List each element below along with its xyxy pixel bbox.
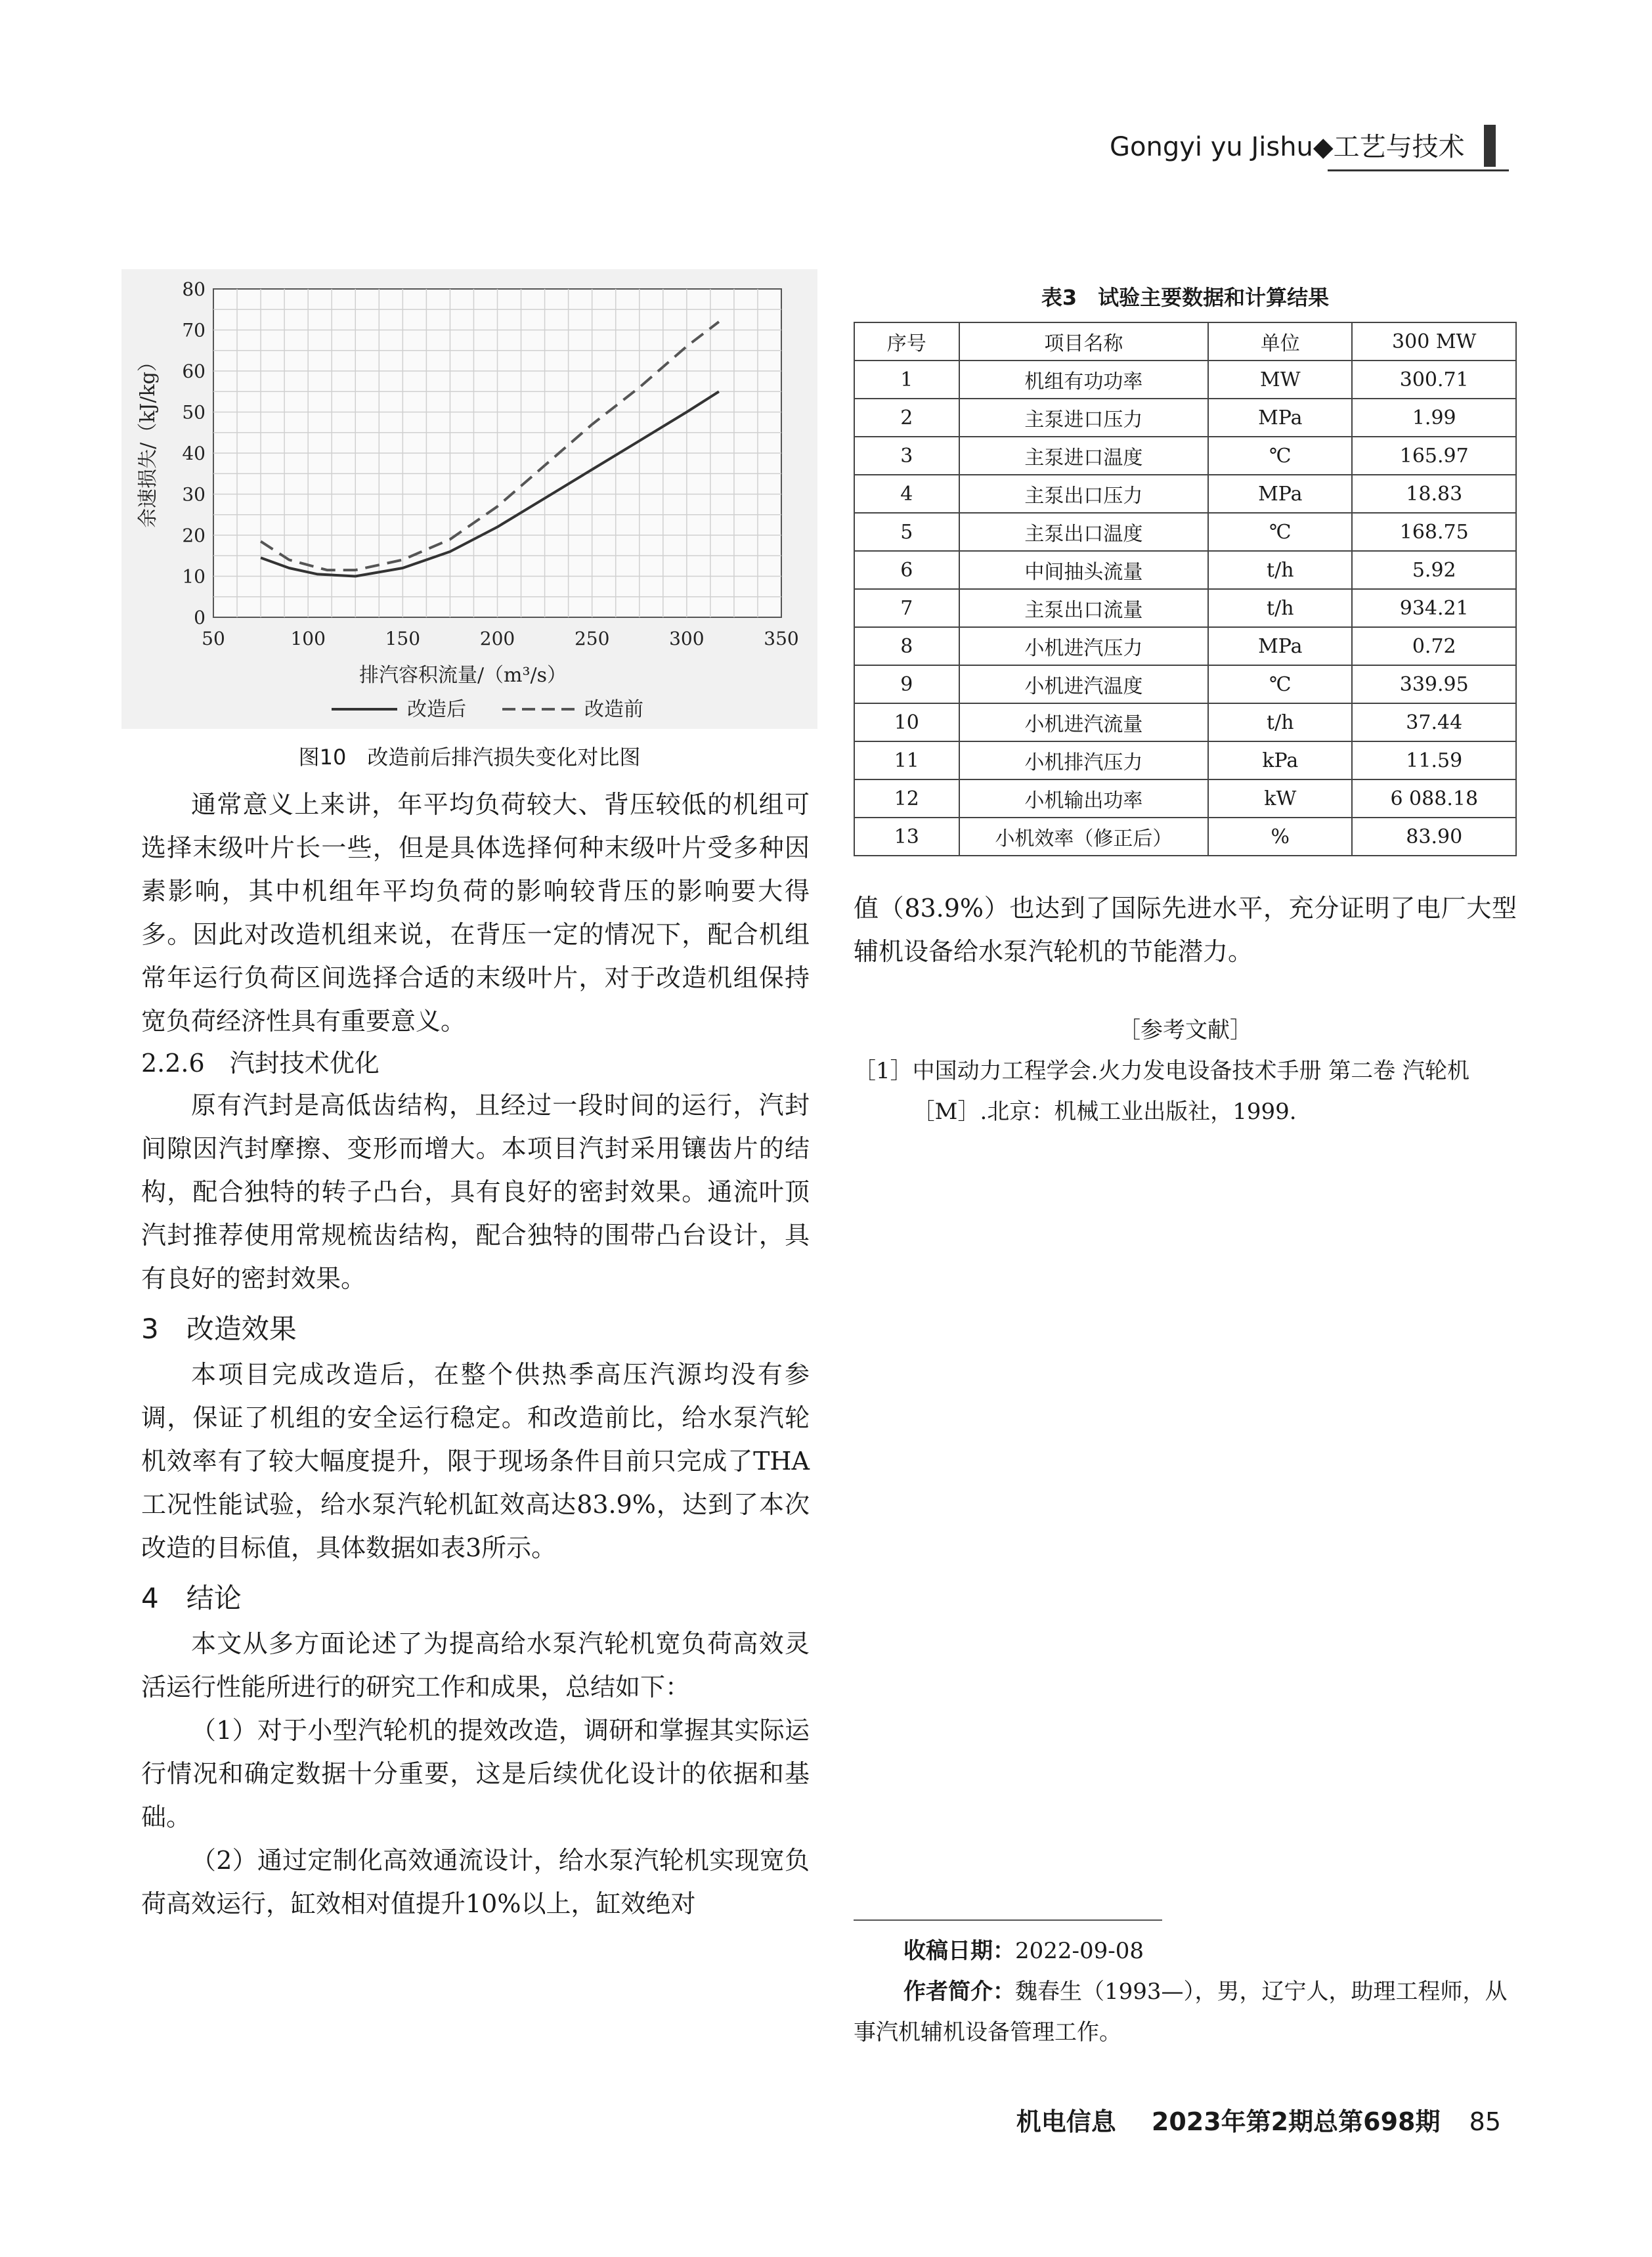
paragraph: 原有汽封是高低齿结构，且经过一段时间的运行，汽封间隙因汽封摩擦、变形而增大。本项目汽封采用镶齿片的结构，配合独特的转子凸台，具有良好的密封效果。通流叶顶汽封推荐使用常规梳齿结构，配合独特的围带凸台设计，具有良好的密封效果。: [141, 1091, 810, 1293]
table-row: [854, 589, 1516, 627]
table-row: [854, 703, 1516, 741]
table-cell: ℃: [1208, 437, 1352, 475]
table-cell: 0.72: [1352, 627, 1516, 665]
y-tick-label: 20: [182, 525, 206, 546]
header-underline: [1328, 169, 1509, 171]
table-cell: 4: [854, 475, 959, 513]
paragraph: 本文从多方面论述了为提高给水泵汽轮机宽负荷高效灵活运行性能所进行的研究工作和成果，总结如下：: [141, 1629, 810, 1701]
table-body: [854, 361, 1516, 856]
x-tick-label: 300: [669, 628, 705, 649]
header-bar: [1484, 125, 1496, 167]
reference-item: [854, 1051, 1517, 1132]
paragraph: （1）对于小型汽轮机的提效改造，调研和掌握其实际运行情况和确定数据十分重要，这是后续优化设计的依据和基础。: [141, 1716, 810, 1831]
table-row: [854, 665, 1516, 703]
table-cell: 2: [854, 399, 959, 437]
y-axis-label: 余速损失/（kJ/kg）: [137, 352, 160, 528]
footnote: [854, 1931, 1517, 2053]
table-cell: 9: [854, 665, 959, 703]
footnote-rule: [854, 1919, 1162, 1921]
paragraph: 通常意义上来讲，年平均负荷较大、背压较低的机组可选择末级叶片长一些，但是具体选择何种末级叶片受多种因素影响，其中机组年平均负荷的影响较背压的影响要大得多。因此对改造机组来说，在背压一定的情况下，配合机组常年运行负荷区间选择合适的末级叶片，对于改造机组保持宽负荷经济性具有重要意义。: [141, 790, 810, 1036]
x-axis-label: 排汽容积流量/（m³/s）: [359, 664, 567, 687]
table-cell: 小机进汽压力: [959, 627, 1209, 665]
received-label: 收稿日期：: [903, 1938, 1015, 1964]
table-cell: 主泵出口温度: [959, 513, 1209, 551]
table-cell: 主泵进口温度: [959, 437, 1209, 475]
table-cell: 8: [854, 627, 959, 665]
header-section: 工艺与技术: [1333, 132, 1465, 162]
table-row: [854, 779, 1516, 818]
table-cell: 小机进汽温度: [959, 665, 1209, 703]
author-value: 魏春生（1993—），男，辽宁人，助理工程师，从事汽机辅机设备管理工作。: [854, 1979, 1508, 2046]
x-tick-label: 250: [574, 628, 610, 649]
table-cell: MW: [1208, 361, 1352, 399]
table-row: [854, 437, 1516, 475]
table-cell: t/h: [1208, 703, 1352, 741]
x-tick-label: 350: [764, 628, 799, 649]
reference-number: ［1］: [854, 1058, 913, 1084]
table-cell: 中间抽头流量: [959, 551, 1209, 589]
y-tick-label: 70: [182, 319, 206, 341]
table-cell: 300.71: [1352, 361, 1516, 399]
table-cell: t/h: [1208, 589, 1352, 627]
figure-10-chart: [121, 269, 817, 729]
table-cell: 主泵出口流量: [959, 589, 1209, 627]
x-tick-label: 50: [202, 628, 225, 649]
table-cell: 小机输出功率: [959, 779, 1209, 818]
table-cell: 339.95: [1352, 665, 1516, 703]
table-row: [854, 361, 1516, 399]
table-cell: 小机排汽压力: [959, 741, 1209, 779]
table-row: [854, 475, 1516, 513]
legend-after-label: 改造后: [407, 698, 466, 721]
table-row: [854, 513, 1516, 551]
table-cell: 10: [854, 703, 959, 741]
author-label: 作者简介：: [903, 1979, 1015, 2005]
table-cell: t/h: [1208, 551, 1352, 589]
table-cell: 6 088.18: [1352, 779, 1516, 818]
table-header-row: [854, 322, 1516, 361]
table-cell: 37.44: [1352, 703, 1516, 741]
header-pinyin: Gongyi yu Jishu: [1110, 132, 1313, 162]
table-row: [854, 627, 1516, 665]
table-cell: 12: [854, 779, 959, 818]
table-cell: 934.21: [1352, 589, 1516, 627]
reference-text: 中国动力工程学会.火力发电设备技术手册 第二卷 汽轮机［M］.北京：机械工业出版社，1999.: [912, 1058, 1470, 1125]
table-cell: 13: [854, 818, 959, 856]
table-cell: 6: [854, 551, 959, 589]
table-header-cell: 序号: [854, 322, 959, 361]
table-header-cell: 300 MW: [1352, 322, 1516, 361]
table-cell: 83.90: [1352, 818, 1516, 856]
received-value: 2022-09-08: [1015, 1938, 1144, 1964]
table-cell: kW: [1208, 779, 1352, 818]
table-3: [854, 322, 1517, 856]
table-cell: 5.92: [1352, 551, 1516, 589]
author-info: [854, 1971, 1517, 2053]
table-cell: 18.83: [1352, 475, 1516, 513]
page-number: 85: [1469, 2107, 1501, 2136]
x-tick-label: 150: [385, 628, 421, 649]
table-cell: 165.97: [1352, 437, 1516, 475]
table-cell: 3: [854, 437, 959, 475]
table-cell: 小机效率（修正后）: [959, 818, 1209, 856]
table-cell: MPa: [1208, 475, 1352, 513]
section-heading-2-2-6: 2.2.6 汽封技术优化: [141, 1049, 380, 1078]
table-header-cell: 项目名称: [959, 322, 1209, 361]
paragraph: （2）通过定制化高效通流设计，给水泵汽轮机实现宽负荷高效运行，缸效相对值提升10%以上，缸效绝对: [141, 1846, 810, 1918]
running-header: [1110, 129, 1477, 165]
y-tick-label: 0: [194, 607, 206, 628]
paragraph: 本项目完成改造后，在整个供热季高压汽源均没有参调，保证了机组的安全运行稳定。和改造前比，给水泵汽轮机效率有了较大幅度提升，限于现场条件目前只完成了THA工况性能试验，给水泵汽轮机缸效高达83.9%，达到了本次改造的目标值，具体数据如表3所示。: [141, 1360, 810, 1562]
table-cell: kPa: [1208, 741, 1352, 779]
table-header-cell: 单位: [1208, 322, 1352, 361]
references-title: ［参考文献］: [1118, 1017, 1252, 1043]
issue-info: 2023年第2期总第698期: [1151, 2107, 1441, 2136]
table-cell: 主泵出口压力: [959, 475, 1209, 513]
table-cell: 机组有功功率: [959, 361, 1209, 399]
diamond-icon: ◆: [1313, 132, 1334, 162]
received-date: [854, 1931, 1517, 1971]
table-cell: 1.99: [1352, 399, 1516, 437]
left-column: [141, 783, 810, 1925]
table-cell: MPa: [1208, 399, 1352, 437]
table-cell: ℃: [1208, 513, 1352, 551]
table-cell: 1: [854, 361, 959, 399]
table-row: [854, 551, 1516, 589]
legend-before-label: 改造前: [584, 698, 643, 721]
y-tick-label: 30: [182, 483, 206, 506]
y-tick-label: 40: [182, 443, 206, 464]
section-heading-3: 3 改造效果: [141, 1313, 297, 1345]
page-footer: [1016, 2101, 1501, 2137]
x-tick-label: 200: [479, 628, 515, 649]
table-row: [854, 818, 1516, 856]
x-tick-label: 100: [290, 628, 326, 649]
y-tick-label: 80: [182, 278, 206, 300]
table-cell: %: [1208, 818, 1352, 856]
table-cell: 小机进汽流量: [959, 703, 1209, 741]
table-caption: 表3 试验主要数据和计算结果: [1041, 285, 1330, 310]
table-cell: 11: [854, 741, 959, 779]
section-heading-4: 4 结论: [141, 1582, 242, 1614]
table-cell: 168.75: [1352, 513, 1516, 551]
legend: [332, 698, 643, 721]
table-cell: ℃: [1208, 665, 1352, 703]
table-cell: 5: [854, 513, 959, 551]
table-cell: 11.59: [1352, 741, 1516, 779]
y-tick-label: 60: [182, 361, 206, 382]
table-cell: 主泵进口压力: [959, 399, 1209, 437]
chart-svg: [121, 269, 817, 729]
right-column: [854, 887, 1517, 1132]
table-cell: MPa: [1208, 627, 1352, 665]
table-row: [854, 741, 1516, 779]
table-cell: 7: [854, 589, 959, 627]
y-tick-label: 10: [182, 565, 206, 588]
y-tick-label: 50: [182, 401, 206, 424]
paragraph: 值（83.9%）也达到了国际先进水平，充分证明了电厂大型辅机设备给水泵汽轮机的节能潜力。: [854, 894, 1517, 966]
journal-name: 机电信息: [1016, 2107, 1116, 2136]
table-row: [854, 399, 1516, 437]
figure-caption: 图10 改造前后排汽损失变化对比图: [298, 745, 641, 770]
